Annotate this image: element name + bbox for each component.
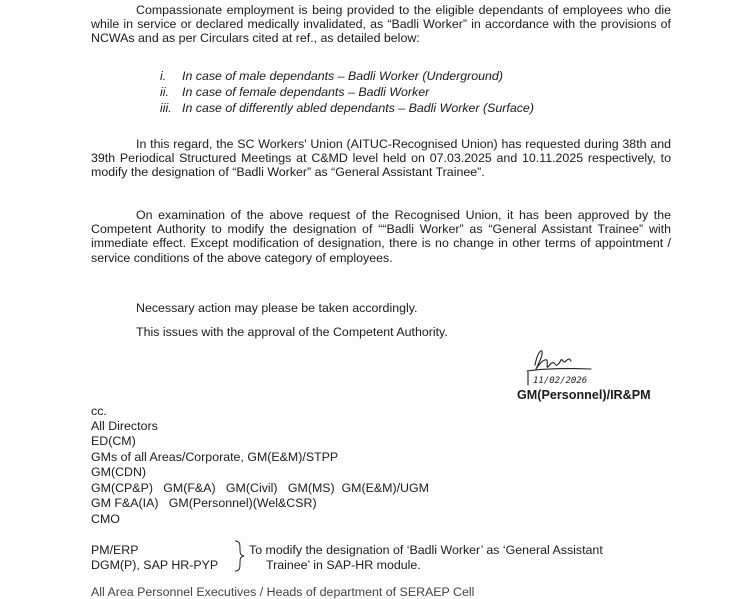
list-item — [160, 69, 503, 83]
list-item-number: iii. — [160, 101, 172, 115]
paragraph-approval: On examination of the above request of the Recognised Union, it has been approved by the Competent Authority to modify the designation of ““Badli Worker” as “General Assistant Trainee” with immediate effect. Except modification of designation, there is no change in other terms of appointment / service conditions of the above category of employees. — [91, 208, 671, 265]
cc-recipient: ED(CM) — [91, 434, 136, 448]
list-item-number: i. — [160, 69, 167, 83]
cc-recipient: GM(CDN) — [91, 465, 147, 479]
cc-recipient: GM F&A(IA) GM(Personnel)(Wel&CSR) — [91, 496, 317, 510]
list-item-text: In case of male dependants – Badli Worker (Underground) — [182, 69, 503, 83]
erp-recipient: PM/ERP — [91, 543, 139, 557]
signature-date: 11/02/2026 — [533, 376, 588, 386]
signatory-designation: GM(Personnel)/IR&PM — [517, 388, 651, 402]
cc-label: cc. — [91, 404, 107, 418]
erp-recipient: DGM(P), SAP HR-PYP — [91, 558, 219, 572]
list-item-number: ii. — [160, 85, 169, 99]
list-item — [160, 85, 429, 99]
cc-recipient: GM(CP&P) GM(F&A) GM(Civil) GM(MS) GM(E&M)/UGM — [91, 481, 429, 495]
paragraph-compassionate-employment: Compassionate employment is being provided to the eligible dependants of employees who die while in service or declared medically invalidated, as “Badli Worker” in accordance with the provisions of NCWAs and as per Circulars cited at ref., as detailed below: — [91, 3, 671, 46]
cut-off-text-line: All Area Personnel Executives / Heads of department of SERAEP Cell — [91, 585, 475, 599]
signature-image — [521, 347, 607, 387]
erp-instruction: To modify the designation of ‘Badli Worker’ as ‘General Assistant — [249, 543, 603, 557]
list-item-text: In case of differently abled dependants – Badli Worker (Surface) — [182, 101, 534, 115]
paragraph-necessary-action: Necessary action may please be taken accordingly. — [136, 301, 418, 315]
cc-recipient: GMs of all Areas/Corporate, GM(E&M)/STPP — [91, 450, 339, 464]
cc-recipient: CMO — [91, 512, 120, 526]
paragraph-approval-note: This issues with the approval of the Competent Authority. — [136, 325, 448, 339]
list-item-text: In case of female dependants – Badli Worker — [182, 85, 430, 99]
list-item — [160, 101, 534, 115]
erp-instruction: Trainee’ in SAP-HR module. — [266, 558, 421, 572]
brace-icon — [232, 540, 246, 572]
paragraph-union-request: In this regard, the SC Workers' Union (AITUC-Recognised Union) has requested during 38th and 39th Periodical Structured Meetings at C&MD level held on 07.03.2025 and 10.11.2025 respectively, to modify the designation of “Badli Worker” as “General Assistant Trainee”. — [91, 137, 671, 180]
cc-recipient: All Directors — [91, 419, 158, 433]
